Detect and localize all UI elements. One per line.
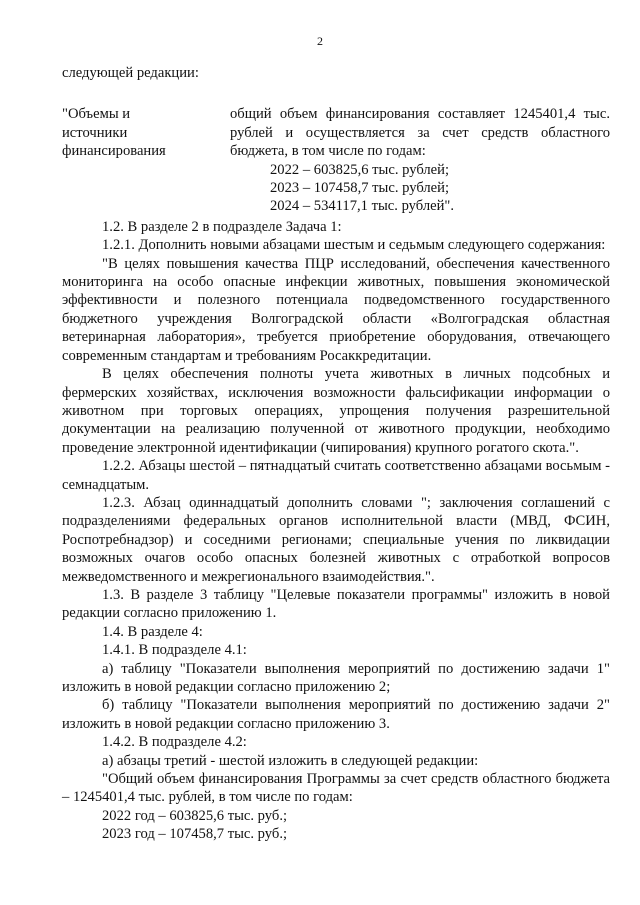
page-number: 2: [317, 34, 323, 48]
financing-table-value: [230, 105, 610, 215]
paragraph: 1.4.2. В подразделе 4.2:: [102, 734, 247, 751]
table-label-line: источники: [62, 124, 128, 141]
paragraph: 1.4.1. В подразделе 4.1:: [102, 642, 247, 659]
paragraph: 2023 год – 107458,7 тыс. руб.;: [102, 826, 288, 843]
paragraph: 2022 год – 603825,6 тыс. руб.;: [102, 807, 288, 824]
paragraph: 1.2. В разделе 2 в подразделе Задача 1:: [102, 218, 342, 235]
financing-text: общий объем финансирования составляет 1245401,4 тыс. рублей и осуществляется за счет средств областного бюджета, в том числе по годам:: [230, 106, 610, 160]
paragraph: 1.2.3. Абзац одиннадцатый дополнить словами "; заключения соглашений с подразделениями федеральных органов исполнительной власти (МВД, ФСИН, Роспотребнадзор) и соседними регионами; специальные учения по ликвидации возможных очагов особо опасных болезней животных с отработкой вопросов межведомственного и межрегионального взаимодействия.".: [62, 494, 610, 585]
intro-line: следующей редакции:: [62, 65, 199, 81]
table-label-line: "Объемы и: [62, 106, 131, 123]
paragraph: "Общий объем финансирования Программы за счет средств областного бюджета – 1245401,4 тыс. рублей, в том числе по годам:: [62, 771, 610, 806]
paragraph: а) таблицу "Показатели выполнения мероприятий по достижению задачи 1" изложить в новой редакции согласно приложению 2;: [62, 660, 610, 695]
financing-table: [62, 105, 610, 215]
table-label-line: финансирования: [62, 143, 166, 160]
paragraph: 1.2.2. Абзацы шестой – пятнадцатый считать соответственно абзацами восьмым - семнадцатым.: [62, 458, 610, 493]
financing-table-label: [62, 105, 230, 215]
paragraph: "В целях повышения качества ПЦР исследований, обеспечения качественного мониторинга на особо опасные инфекции животных, повышения экономической эффективности и полезного потенциала подведомственного государственного бюджетного учреждения Волгоградской области «Волгоградская областная ветеринарная лаборатория», требуется приобретение оборудования, отвечающего современным стандартам и требованиям Росаккредитации.: [62, 255, 610, 364]
paragraph: б) таблицу "Показатели выполнения мероприятий по достижению задачи 2" изложить в новой редакции согласно приложению 3.: [62, 697, 610, 732]
paragraph: а) абзацы третий - шестой изложить в следующей редакции:: [102, 752, 479, 769]
paragraph: В целях обеспечения полноты учета животных в личных подсобных и фермерских хозяйствах, исключения возможности фальсификации информации о животном при торговых операциях, упрощения получения разрешительной документации на реализацию полученной от животного продукции, необходимо проведение электронной идентификации (чипирования) крупного рогатого скота.".: [62, 366, 610, 456]
paragraph: 1.2.1. Дополнить новыми абзацами шестым и седьмым следующего содержания:: [102, 237, 606, 254]
document-body: [62, 64, 610, 844]
financing-year-2022: 2022 – 603825,6 тыс. рублей;: [270, 161, 450, 178]
paragraph: 1.3. В разделе 3 таблицу "Целевые показатели программы" изложить в новой редакции согласно приложению 1.: [62, 586, 610, 622]
financing-year-2023: 2023 – 107458,7 тыс. рублей;: [270, 180, 450, 197]
financing-year-2024: 2024 – 534117,1 тыс. рублей".: [270, 198, 455, 215]
paragraph: 1.4. В разделе 4:: [102, 623, 203, 640]
